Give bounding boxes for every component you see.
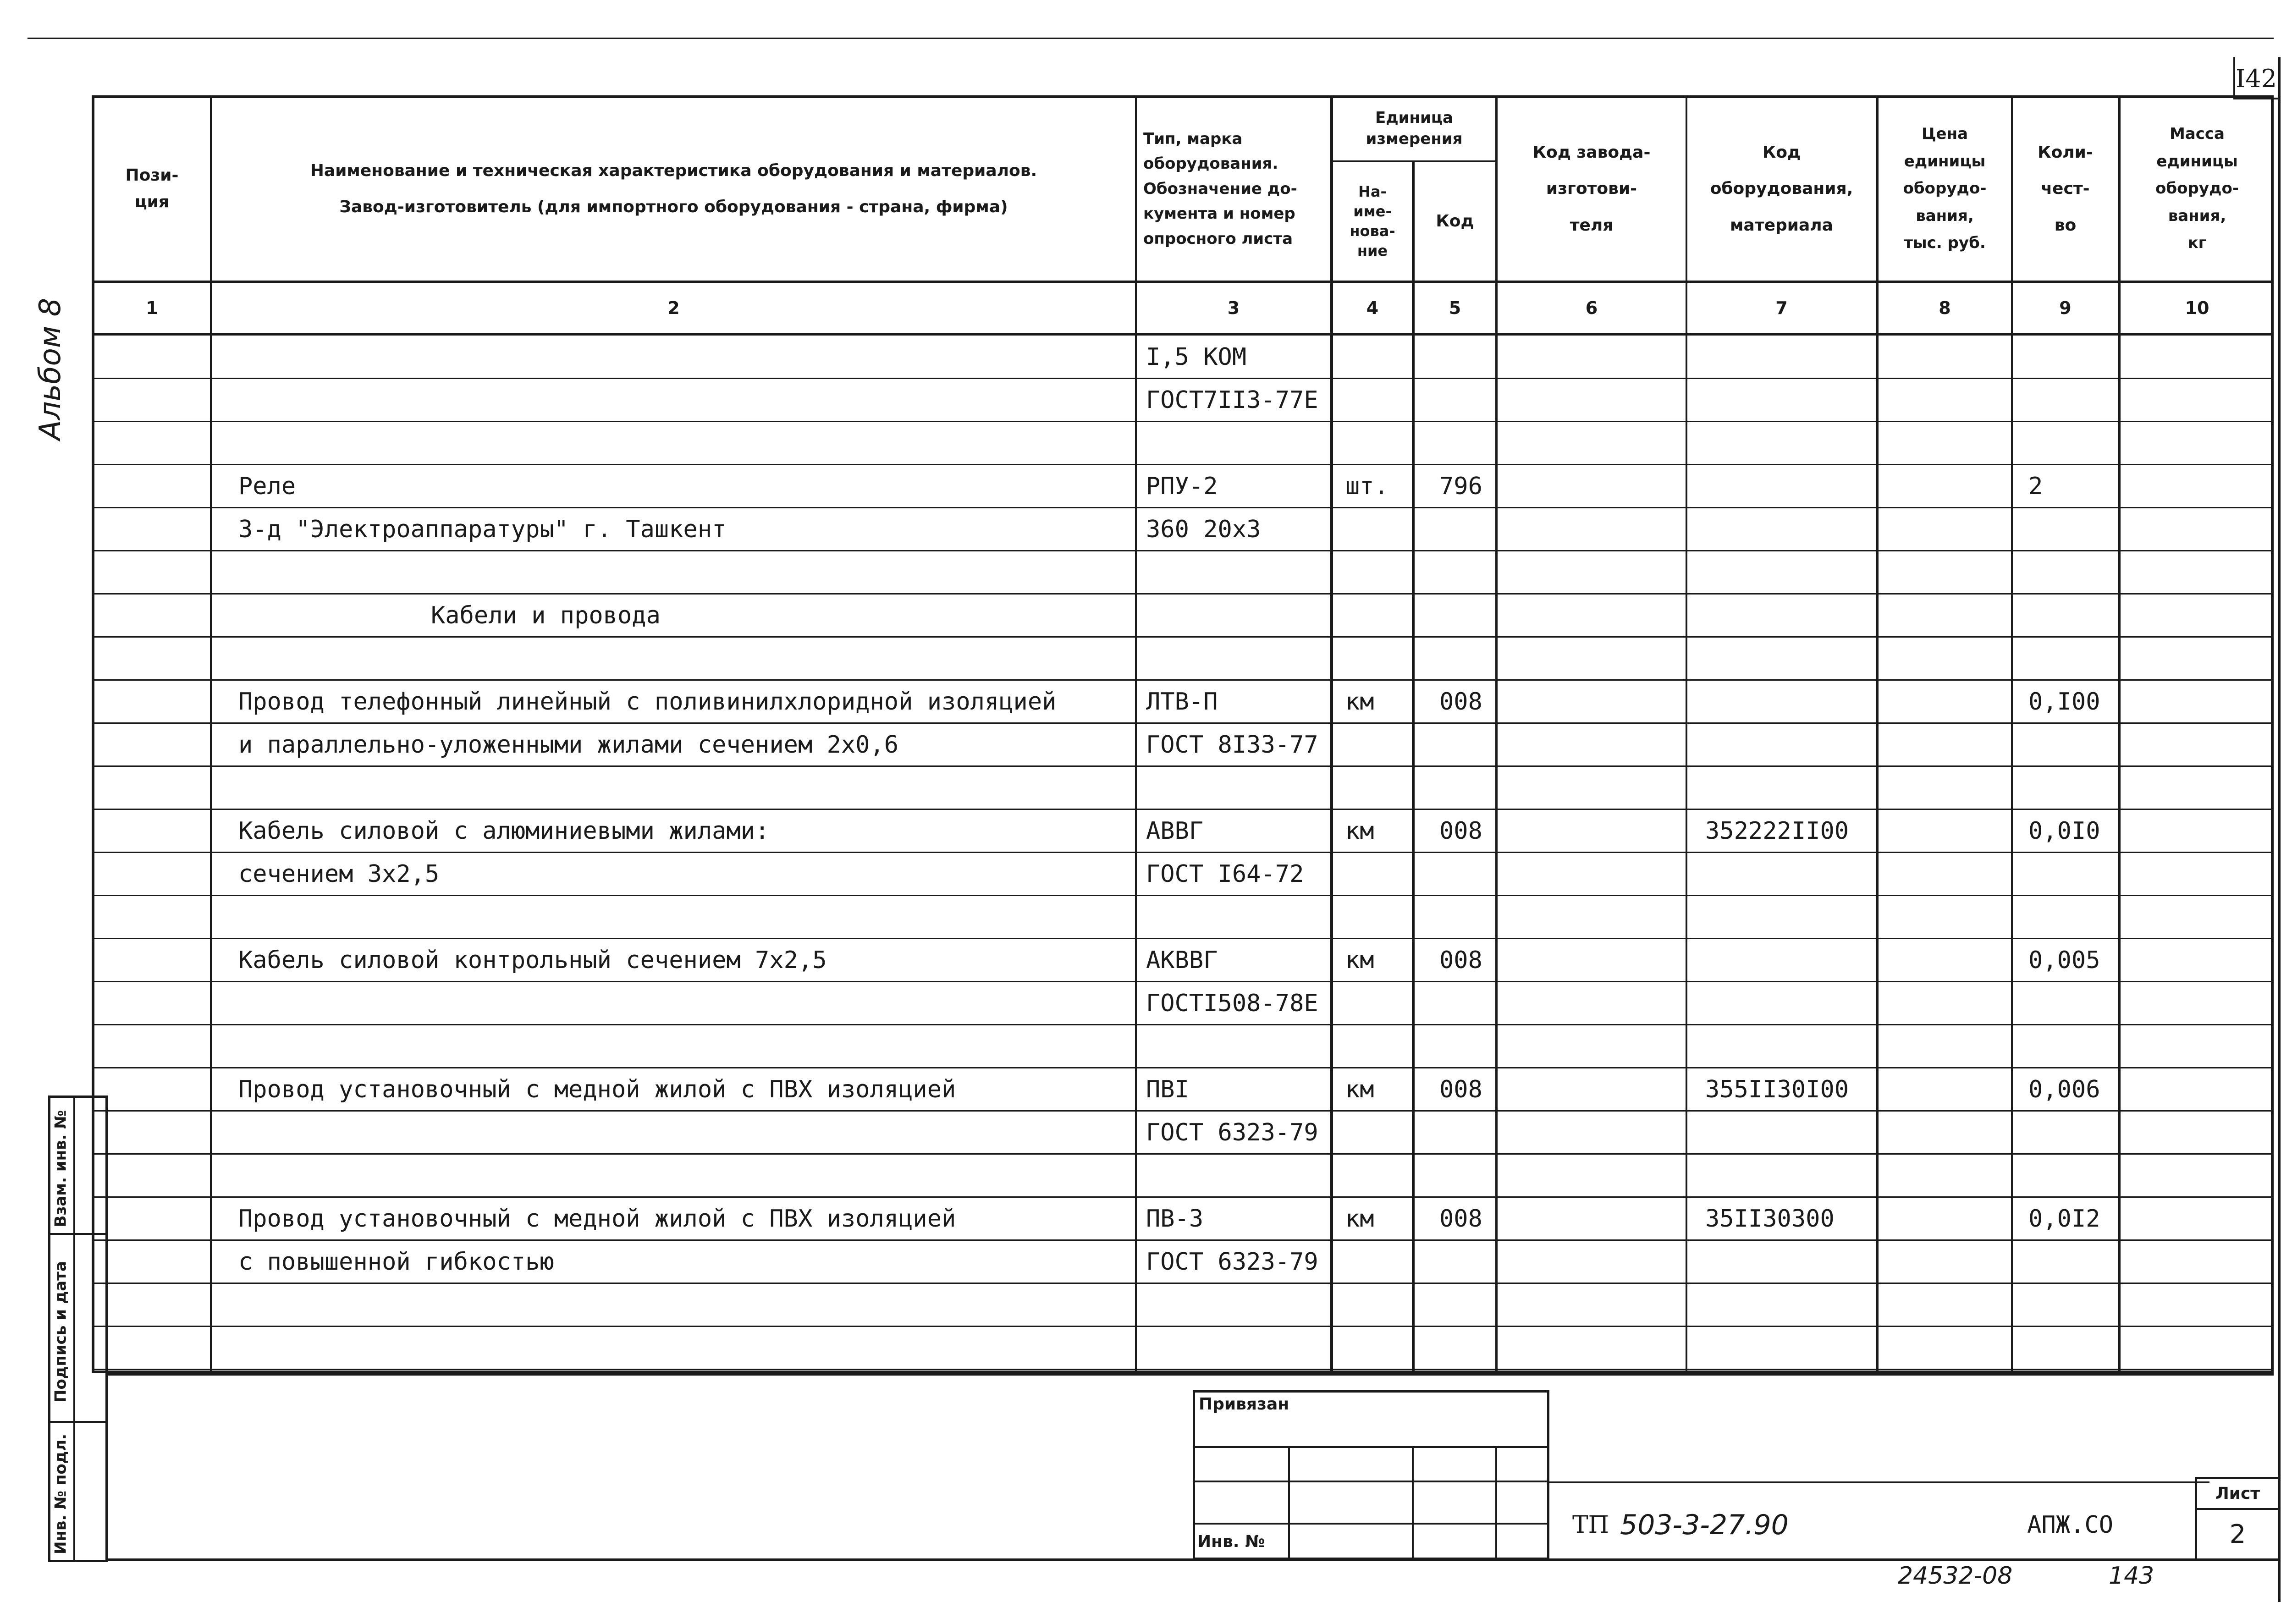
album-note: Альбом 8 bbox=[33, 297, 67, 440]
item-quantity: 0,0I0 bbox=[2028, 817, 2100, 845]
item-quantity: 0,005 bbox=[2028, 947, 2100, 974]
row-line bbox=[92, 1024, 2274, 1025]
item-name: Кабель силовой контрольный сечением 7х2,5 bbox=[238, 947, 827, 974]
stamp-col-line bbox=[1288, 1446, 1290, 1560]
row-line bbox=[92, 809, 2274, 810]
item-name: Реле bbox=[238, 473, 296, 500]
item-unit-code: 008 bbox=[1439, 817, 1482, 845]
item-unit: км bbox=[1345, 1076, 1374, 1103]
numbers-bottom-line bbox=[92, 333, 2274, 336]
item-quantity: 0,006 bbox=[2028, 1076, 2100, 1103]
item-unit: шт. bbox=[1345, 473, 1388, 500]
col-number: 1 bbox=[146, 298, 158, 318]
row-line bbox=[92, 1326, 2274, 1327]
item-name: сечением 3х2,5 bbox=[238, 860, 440, 888]
doc-code-suffix: АПЖ.СО bbox=[2027, 1511, 2113, 1539]
title-block-top-line bbox=[1549, 1481, 2209, 1483]
footer-top-line bbox=[108, 1373, 2274, 1376]
item-name: и параллельно-уложенными жилами сечением 2х0,6 bbox=[238, 731, 899, 759]
item-quantity: 0,I00 bbox=[2028, 688, 2100, 716]
item-type: АВВГ bbox=[1146, 817, 1204, 845]
item-equipment-code: 352222II00 bbox=[1705, 817, 1849, 845]
row-line bbox=[92, 938, 2274, 939]
row-line bbox=[92, 722, 2274, 724]
item-type: ПВI bbox=[1146, 1076, 1189, 1103]
col-number: 2 bbox=[667, 298, 680, 318]
item-unit-code: 008 bbox=[1439, 1205, 1482, 1233]
item-unit: км bbox=[1345, 1205, 1374, 1233]
item-quantity: 0,0I2 bbox=[2028, 1205, 2100, 1233]
row-line bbox=[92, 378, 2274, 379]
row-line bbox=[92, 1369, 2274, 1370]
page-number: I42 bbox=[2235, 64, 2277, 93]
item-type: АКВВГ bbox=[1146, 947, 1218, 974]
row-line bbox=[92, 593, 2274, 595]
item-name: Провод установочный с медной жилой с ПВХ изоляцией bbox=[238, 1205, 956, 1233]
item-type: ГОСТ 6323-79 bbox=[1146, 1248, 1318, 1276]
item-type: ГОСТ I64-72 bbox=[1146, 860, 1304, 888]
item-name: с повышенной гибкостью bbox=[238, 1248, 554, 1276]
col-number: 3 bbox=[1227, 298, 1240, 318]
item-type: I,5 КОМ bbox=[1146, 343, 1247, 371]
item-unit: км bbox=[1345, 817, 1374, 845]
col-number: 8 bbox=[1939, 298, 1951, 318]
attached-label: Привязан bbox=[1199, 1395, 1289, 1414]
col-number: 9 bbox=[2059, 298, 2072, 318]
item-quantity: 2 bbox=[2028, 473, 2043, 500]
row-line bbox=[92, 550, 2274, 551]
header-price: Цена единицы оборудо- вания, тыс. руб. bbox=[1903, 125, 1987, 253]
item-type: ГОСТ 8I33-77 bbox=[1146, 731, 1318, 759]
bottom-archive-number: 24532-08 bbox=[1898, 1562, 2013, 1590]
row-line bbox=[92, 895, 2274, 896]
item-type: РПУ-2 bbox=[1146, 473, 1218, 500]
col-number: 7 bbox=[1775, 298, 1788, 318]
item-unit: км bbox=[1345, 688, 1374, 716]
item-name: Провод телефонный линейный с поливинилхлоридной изоляцией bbox=[238, 688, 1057, 716]
row-line bbox=[92, 981, 2274, 982]
row-line bbox=[92, 421, 2274, 422]
row-line bbox=[92, 1067, 2274, 1068]
col-number: 5 bbox=[1449, 298, 1461, 318]
row-line bbox=[92, 1153, 2274, 1155]
row-line bbox=[92, 852, 2274, 853]
item-type: ГОСТ 6323-79 bbox=[1146, 1119, 1318, 1146]
header-unit-group: Единица измерения bbox=[1366, 109, 1463, 148]
col-number: 6 bbox=[1585, 298, 1598, 318]
header-mass: Масса единицы оборудо- вания, кг bbox=[2155, 125, 2239, 253]
header-unit-name: На- име- нова- ние bbox=[1350, 182, 1395, 260]
item-unit-code: 796 bbox=[1439, 473, 1482, 500]
row-line bbox=[92, 464, 2274, 465]
item-type: ПВ-3 bbox=[1146, 1205, 1204, 1233]
top-edge-line bbox=[28, 38, 2274, 39]
item-name: Кабель силовой с алюминиевыми жилами: bbox=[238, 817, 770, 845]
sheet-number: 2 bbox=[2229, 1519, 2246, 1549]
header-unit-code: Код bbox=[1436, 212, 1474, 231]
item-type: ГОСТI508-78Е bbox=[1146, 990, 1318, 1017]
doc-code-number: 503-3-27.90 bbox=[1620, 1509, 1789, 1541]
header-factory-code: Код завода- изготови- теля bbox=[1532, 143, 1651, 235]
row-line bbox=[92, 636, 2274, 638]
label-signature-date: Подпись и дата bbox=[51, 1261, 70, 1403]
row-line bbox=[92, 679, 2274, 681]
row-line bbox=[92, 1196, 2274, 1198]
header-position: Пози- ция bbox=[125, 166, 179, 211]
item-name: Провод установочный с медной жилой с ПВХ изоляцией bbox=[238, 1076, 956, 1103]
item-equipment-code: 35II30300 bbox=[1705, 1205, 1835, 1233]
header-equipment-code: Код оборудования, материала bbox=[1710, 143, 1853, 235]
item-name: Кабели и провода bbox=[431, 602, 661, 629]
item-unit-code: 008 bbox=[1439, 947, 1482, 974]
col-number: 10 bbox=[2185, 298, 2209, 318]
item-unit-code: 008 bbox=[1439, 688, 1482, 716]
header-type: Тип, марка оборудования. Обозначение до- кумента и номер опросного листа bbox=[1143, 130, 1297, 248]
doc-code-prefix: ТП bbox=[1572, 1511, 1609, 1539]
inventory-label: Инв. № bbox=[1197, 1532, 1265, 1551]
sheet-label: Лист bbox=[2215, 1484, 2260, 1503]
item-unit-code: 008 bbox=[1439, 1076, 1482, 1103]
header-name: Наименование и техническая характеристика оборудования и материалов. Завод-изготовитель (для импортного оборудования - страна, фирма) bbox=[310, 161, 1037, 216]
label-replacement-inventory: Взам. инв. № bbox=[51, 1110, 70, 1228]
right-edge-line bbox=[2278, 57, 2281, 1602]
row-line bbox=[92, 1110, 2274, 1112]
header-quantity: Коли- чест- во bbox=[2038, 143, 2093, 235]
item-type: ГОСТ7II3-77Е bbox=[1146, 386, 1318, 414]
row-line bbox=[92, 765, 2274, 767]
row-line bbox=[92, 1283, 2274, 1284]
bottom-page-number: 143 bbox=[2109, 1562, 2154, 1590]
item-name: З-д "Электроаппаратуры" г. Ташкент bbox=[238, 516, 727, 543]
left-margin-divider bbox=[73, 1096, 75, 1562]
col-number: 4 bbox=[1366, 298, 1379, 318]
item-type: ЛТВ-П bbox=[1146, 688, 1218, 716]
item-unit: км bbox=[1345, 947, 1374, 974]
stamp-col-line bbox=[1495, 1446, 1497, 1560]
stamp-col-line bbox=[1412, 1446, 1414, 1560]
item-type: 360 20х3 bbox=[1146, 516, 1261, 543]
document-code bbox=[1572, 1504, 2168, 1546]
row-line bbox=[92, 1239, 2274, 1241]
item-equipment-code: 355II30I00 bbox=[1705, 1076, 1849, 1103]
col-line-5 bbox=[1412, 160, 1415, 1373]
label-original-inventory: Инв. № подл. bbox=[51, 1433, 70, 1555]
row-line bbox=[92, 507, 2274, 508]
